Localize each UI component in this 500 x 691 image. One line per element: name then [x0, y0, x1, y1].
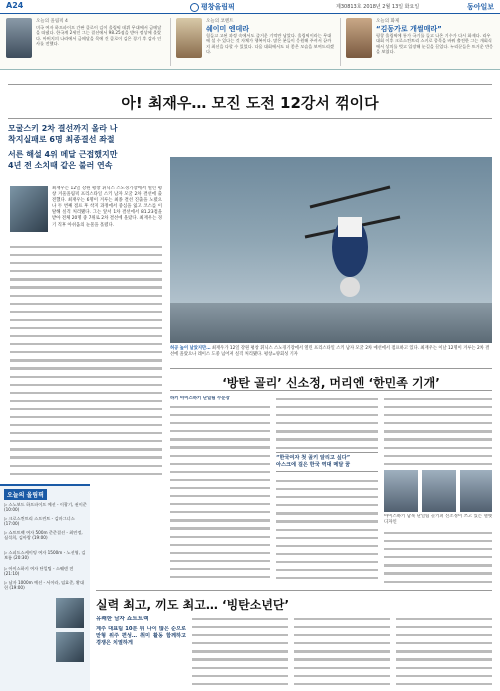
newspaper-name: 동아일보	[466, 3, 494, 11]
athlete-photo	[6, 18, 32, 58]
main-photo-skier	[170, 157, 492, 343]
divider	[96, 590, 492, 591]
athlete-thumb	[56, 632, 84, 662]
photo-caption	[170, 346, 492, 357]
sub2-col-2b	[276, 478, 378, 584]
page-header	[0, 0, 500, 14]
main-headline: 아! 최재우… 모진 도전 12강서 꺾이다	[121, 94, 379, 112]
brief-text: 힘들고 고된 과정 속에서도 즐거운 기억만 남았다. 올림픽이라는 무대에 설 수 있다는 것 자체가 행복이다. 많은 분들이 응원해 주셔서 끝까지 최선을 다할 수 있었다. 다음 대회에서도 더 좋은 모습을 보여드리겠다.	[206, 33, 334, 55]
schedule-row: ▷ 남자 1000m 예선 - 서이라, 임효준, 황대헌 (19:00)	[4, 580, 84, 591]
sub2-col-1	[170, 404, 270, 584]
bottom-headline: 실력 최고, 끼도 최고… ‘빙탄소년단’	[96, 598, 290, 612]
sub2-col-3b	[384, 530, 492, 584]
skier-figure	[290, 177, 410, 327]
section-label: 평창올림픽	[201, 3, 235, 11]
goalie-helmet-photo-1	[384, 470, 418, 512]
goalie-helmet-photo-3	[460, 470, 492, 512]
page-number: A24	[6, 1, 24, 10]
athlete-thumb	[56, 598, 84, 628]
helmet-caption: 아이스하키 남북 단일팀 골키퍼 신소정이 쓰고 있는 헬멧 디자인	[384, 514, 492, 526]
sub2-col-3	[384, 396, 492, 466]
secondary-headline: ‘방탄 골리’ 신소정, 머리엔 ‘한민족 기개’	[222, 376, 440, 390]
schedule-row: ▷ 스노보드 하프파이프 예선 - 이광기, 권이준 (10:00)	[4, 502, 87, 513]
divider	[8, 118, 492, 119]
goalie-helmet-photo-2	[422, 470, 456, 512]
sub2-col-2a	[276, 396, 378, 450]
brief-text: 미국 여자 하프파이프 간판 클로이 김이 올림픽 데뷔 무대에서 금메달을 따냈다. 한국계 2세인 그는 결선에서 98.25점을 받아 정상에 올랐다. 아버지의 나라에서 금메달을 목에 건 클로이 김은 경기 후 감사 인사를 전했다.	[36, 25, 162, 47]
section-title	[190, 2, 235, 12]
divider	[170, 368, 492, 369]
schedule-row: ▷ 크로스컨트리 스프린트 - 김마그너스 (17:00)	[4, 516, 75, 527]
olympic-brief-strip	[0, 14, 500, 70]
bottom-col-1	[192, 616, 288, 690]
brief-cell-3	[346, 18, 496, 66]
brief-kicker: 오늘의 코멘트	[206, 19, 234, 24]
schedule-row: ▷ 쇼트트랙 여자 500m 준준결선 - 최민정, 심석희, 김아랑 (19:00)	[4, 530, 83, 541]
divider	[170, 18, 171, 66]
deck-line-2: 착지실패로 6명 최종결선 좌절	[8, 135, 115, 144]
brief-cell-1	[6, 18, 166, 66]
brief-headline: 쉐이미 엔데라	[206, 25, 250, 33]
brief-cell-2	[176, 18, 336, 66]
sub2-kicker: 하키 아이스하키 단일팀 수문장	[170, 396, 230, 401]
bottom-col-3	[396, 616, 492, 690]
athlete-photo	[176, 18, 202, 58]
divider	[340, 18, 341, 66]
schedule-row: ▷ 아이스하키 여자 단일팀 - 스웨덴 전 (21:10)	[4, 566, 74, 577]
brief-kicker: 오늘의 올림픽 4	[36, 19, 68, 24]
bottom-kicker: 유쾌한 남자 쇼트트랙	[96, 616, 149, 622]
schedule-row: ▷ 스피드스케이팅 여자 1500m - 노선영, 김보름 (20:30)	[4, 550, 86, 561]
brief-text: 평창 올림픽에 통가 국기를 들고 나온 기수가 다시 화제다. 리우 대회 이후 크로스컨트리 스키로 종목을 바꿔 출전한 그는 개회식에서 상의를 벗고 입장해 눈길을 끌었다. 누리꾼들은 뜨거운 반응을 보였다.	[376, 33, 494, 55]
athlete-photo	[346, 18, 372, 58]
deck-line-1: 모굴스키 2차 결선까지 올라 나	[8, 124, 118, 133]
pull-quote: “한국여자 첫 골키 알리고 싶다” 아스크에 걸은 한국 역대 메달 꿈	[276, 452, 378, 472]
caption-label: 허공 높이 날았지만…	[170, 346, 211, 351]
issue-info: 제30813호 2018년 2월 13일 화요일	[336, 4, 420, 10]
divider	[8, 84, 492, 85]
brief-kicker: 오늘의 화제	[376, 19, 400, 24]
bottom-col-2	[294, 616, 390, 690]
olympic-logo-icon	[190, 3, 199, 12]
divider	[170, 390, 492, 391]
schedule-box	[0, 484, 90, 691]
deck-line-4: 4년 전 소치때 같은 불러 연속	[8, 161, 113, 170]
deck-line-3: 서른 해설 4위 메달 근접했지만	[8, 150, 118, 159]
lead-paragraph: 최재우는 12일 강원 평창 휘닉스 스노경기장에서 열린 평창 겨울올림픽 프리스타일 스키 남자 모굴 2차 결선에 출전했다. 최재우는 6명이 겨루는 최종 결선 진출을 노렸으나 두 번째 점프 후 착지 과정에서 중심을 잃고 코스를 이탈해 실격 처리됐다. 그는 앞서 1차 결선에서 81.23점을 받아 전체 20명 중 7위로 2차 결선에 올랐다. 최재우는 경기 직후 아쉬움의 눈물을 흘렸다.	[52, 186, 162, 228]
brief-headline: “김동가로 개썰매라”	[376, 25, 442, 33]
schedule-title: 오늘의 올림픽	[4, 489, 47, 500]
lead-body	[10, 244, 162, 480]
bottom-deck: 계주 대표팀 10분 뒤 나이 많은 순으로 맏형 위주 편성… 취미 활동 함께하고 경쟁은 치열하게	[96, 626, 186, 646]
caption-text: 최재우가 12일 강원 평창 휘닉스 스노경기장에서 열린 프리스타일 스키 남자 모굴 2차 예선에서 점프하고 있다. 최재우는 이날 12명이 겨루는 2차 결선에 올랐으나 레이스 도중 넘어져 실격 처리됐다. 평창=양회성 기자	[170, 346, 490, 357]
reporter-photo	[10, 186, 48, 232]
